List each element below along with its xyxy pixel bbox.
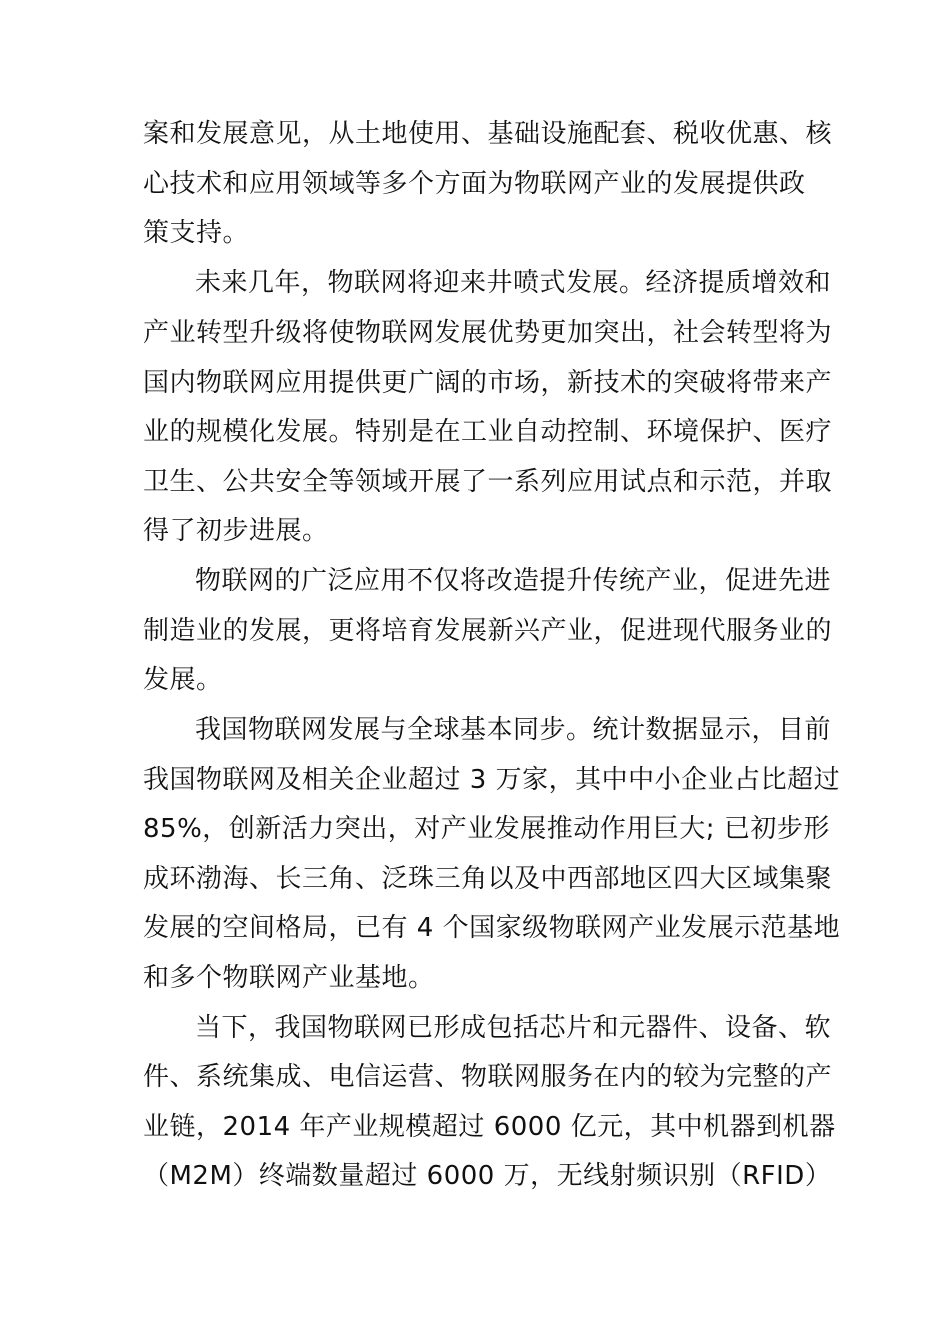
text-line: 案和发展意见，从土地使用、基础设施配套、税收优惠、核 [143,119,833,149]
text-line: 和多个物联网产业基地。 [143,963,435,993]
text-line: 我国物联网发展与全球基本同步。统计数据显示，目前 [195,715,832,745]
text-line: （M2M）终端数量超过 6000 万，无线射频识别（RFID） [143,1161,832,1191]
text-line: 策支持。 [143,218,250,248]
text-line: 业的规模化发展。特别是在工业自动控制、环境保护、医疗 [143,417,833,447]
text-line: 物联网的广泛应用不仅将改造提升传统产业，促进先进 [195,566,832,596]
text-line: 得了初步进展。 [143,516,329,546]
text-line: 成环渤海、长三角、泛珠三角以及中西部地区四大区域集聚 [143,864,833,894]
text-line: 卫生、公共安全等领域开展了一系列应用试点和示范，并取 [143,467,833,497]
text-line: 制造业的发展，更将培育发展新兴产业，促进现代服务业的 [143,616,833,646]
text-line: 产业转型升级将使物联网发展优势更加突出，社会转型将为 [143,318,833,348]
text-line: 我国物联网及相关企业超过 3 万家，其中中小企业占比超过 [143,765,841,795]
text-line: 业链，2014 年产业规模超过 6000 亿元，其中机器到机器 [143,1112,836,1142]
text-line: 心技术和应用领域等多个方面为物联网产业的发展提供政 [143,169,806,199]
text-line: 85%，创新活力突出，对产业发展推动作用巨大; 已初步形 [143,814,830,844]
text-line: 件、系统集成、电信运营、物联网服务在内的较为完整的产 [143,1062,833,1092]
text-line: 当下，我国物联网已形成包括芯片和元器件、设备、软 [195,1013,832,1043]
text-line: 发展的空间格局，已有 4 个国家级物联网产业发展示范基地 [143,913,841,943]
text-line: 发展。 [143,665,223,695]
text-line: 国内物联网应用提供更广阔的市场，新技术的突破将带来产 [143,368,833,398]
text-line: 未来几年，物联网将迎来井喷式发展。经济提质增效和 [195,268,832,298]
